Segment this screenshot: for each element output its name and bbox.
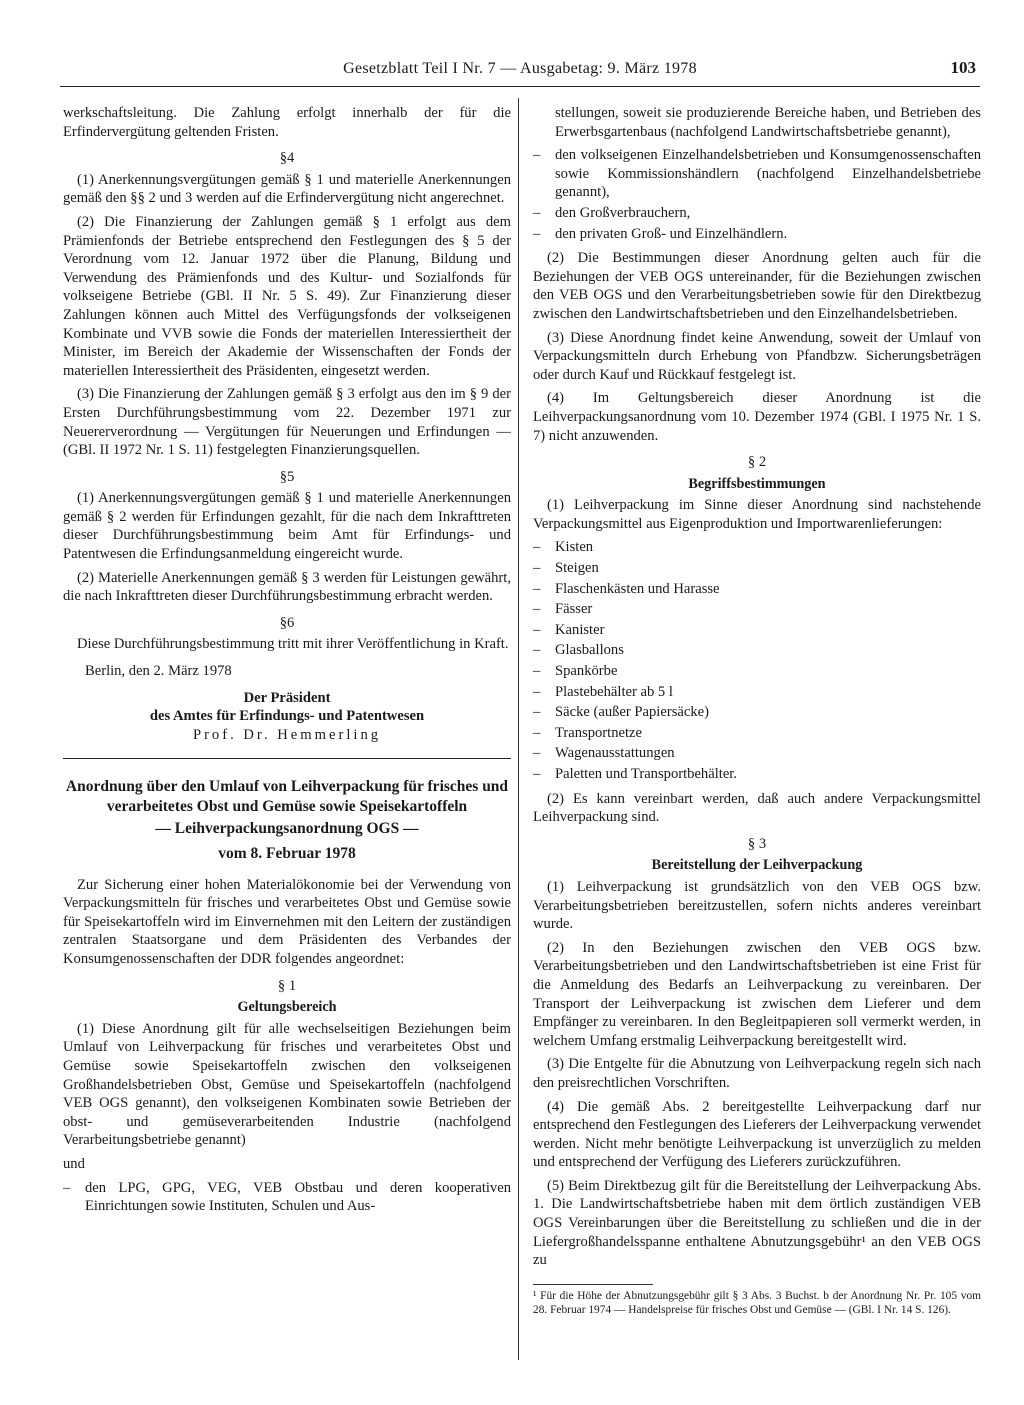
signature-name: Prof. Dr. Hemmerling [192,726,382,743]
dash-item-text: den volkseigenen Einzelhandelsbetrieben und Konsumgenossenschaften sowie Kommissionshändlern (nachfolgend Einzelhandelsbetriebe genannt), [555,147,981,201]
section-title-3: Bereitstellung der Leihverpackung [651,857,863,874]
preamble: Zur Sicherung einer hohen Materialökonomie bei der Verwendung von Verpackungsmitteln für frisches und verarbeitetes Obst und Gemüse sowie für Speisekartoffeln wird im Einvernehmen mit den Leitern der zuständigen zentralen Staatsorgane und dem Präsidenten des Verbandes der Konsumgenossenschaften der DDR folgendes angeordnet: [63,876,511,967]
list-item: – Steigen [533,559,981,578]
signature-block [63,689,511,745]
paragraph-2-2: (2) Es kann vereinbart werden, daß auch andere Verpackungsmittel Leihverpackung sind. [533,790,981,826]
dash-item: – den Großverbrauchern, [533,204,981,223]
left-column [63,104,511,1218]
paragraph-5-2: (2) Materielle Anerkennungen gemäß § 3 werden für Leistungen gewährt, die nach Inkrafttreten dieser Durchführungsbestimmung erbracht werden. [63,569,511,605]
paragraph-4-1: (1) Anerkennungsvergütungen gemäß § 1 und materielle Anerkennungen gemäß den §§ 2 und 3 werden auf die Erfindervergütung nicht angerechnet. [63,171,511,207]
section-heading-1: § 1 [277,977,297,994]
list-item-text: Glasballons [555,642,624,659]
dash-item: – den LPG, GPG, VEG, VEB Obstbau und deren kooperativen Einrichtungen sowie Instituten, Schulen und Aus- [63,1179,511,1215]
document-separator [63,758,511,759]
page-number: 103 [950,58,976,77]
signature-place-date: Berlin, den 2. März 1978 [85,663,232,680]
section-title-2: Begriffsbestimmungen [688,475,826,492]
dash-item: – den volkseigenen Einzelhandelsbetrieben und Konsumgenossenschaften sowie Kommissionshändlern (nachfolgend Einzelhandelsbetriebe genannt), [533,147,981,201]
paragraph-3-1: (1) Leihverpackung ist grundsätzlich von den VEB OGS bzw. Verarbeitungsbetrieben bereitzustellen, sofern nichts anderes vereinbart wurde. [533,878,981,933]
list-item: – Fässer [533,600,981,619]
dash-item-text: den LPG, GPG, VEG, VEB Obstbau und deren kooperativen Einrichtungen sowie Instituten, Schulen und Aus- [85,1179,511,1215]
list-item: – Paletten und Transportbehälter. [533,765,981,784]
list-item-text: Plastebehälter ab 5 l [555,683,673,700]
right-column [533,104,981,1317]
list-item: – Flaschenkästen und Harasse [533,580,981,599]
list-item: – Kisten [533,538,981,557]
paragraph-3-5: (5) Beim Direktbezug gilt für die Bereitstellung der Leihverpackung Abs. 1. Die Landwirtschaftsbetriebe haben mit dem örtlich zuständigen VEB OGS Vereinbarungen über die Bereitstellung zu schließen und die in der Liefergroßhandelsspanne enthaltene Abnutzungsgebühr¹ an den VEB OGS zu [533,1177,981,1269]
paragraph-1-und: und [63,1155,85,1172]
section-heading-6: §6 [279,614,295,631]
paragraph-4-2: (2) Die Finanzierung der Zahlungen gemäß § 1 erfolgt aus dem Prämienfonds der Betriebe entsprechend den Festlegungen des § 5 der Verordnung vom 12. Januar 1972 über die Planung, Bildung und Verwendung des Prämienfonds und des Kultur- und Sozialfonds für volkseigene Betriebe (GBl. II Nr. 5 S. 49). Zur Finanzierung dieser Zahlungen können auch Mittel des Verfügungsfonds der volkseigenen Kombinate und VVB sowie die Fonds der materiellen Interessiertheit der Minister, im Bereich der Akademie der Wissenschaften der Fonds der materiellen Interessiertheit des Präsidenten, eingesetzt werden. [63,213,511,379]
carryover-paragraph: werkschaftsleitung. Die Zahlung erfolgt innerhalb der für die Erfindervergütung geltenden Fristen. [63,105,511,140]
paragraph-4-3: (3) Die Finanzierung der Zahlungen gemäß § 3 erfolgt aus den im § 9 der Ersten Durchführungsbestimmung vom 22. Dezember 1971 zur Neuererverordnung — Vergütungen für Neuerungen und Erfindungen — (GBl. II 1972 Nr. 1 S. 11) festgelegten Finanzierungsquellen. [63,386,511,459]
list-item-text: Fässer [555,601,593,618]
paragraph-3-3: (3) Die Entgelte für die Abnutzung von Leihverpackung regeln sich nach den preisrechtlichen Vorschriften. [533,1056,981,1091]
list-item-text: Paletten und Transportbehälter. [555,766,737,782]
list-item-text: Säcke (außer Papiersäcke) [555,704,709,721]
page-header [60,60,980,87]
list-item-text: Spankörbe [555,663,618,680]
list-item: – Glasballons [533,641,981,660]
list-item-text: Flaschenkästen und Harasse [555,580,720,597]
section-title-1: Geltungsbereich [237,999,337,1016]
list-item-text: Steigen [555,560,599,577]
list-item-text: Kanister [555,621,605,638]
dash-item-text: den privaten Groß- und Einzelhändlern. [555,225,788,242]
footnote-rule [533,1284,653,1285]
ordinance-short-title: — Leihverpackungsanordnung OGS — [155,820,419,838]
column-divider [518,98,519,1360]
paragraph-1-4: (4) Im Geltungsbereich dieser Anordnung ist die Leihverpackungsanordnung vom 10. Dezember 1974 (GBl. I 1975 Nr. 1 S. 7) nicht anzuwenden. [533,390,981,444]
carryover-paragraph-right: stellungen, soweit sie produzierende Bereiche haben, und Betrieben des Erwerbsgartenbaus (nachfolgend Landwirtschaftsbetriebe genannt), [555,105,981,140]
list-item-text: Wagenausstattungen [555,745,675,762]
section-heading-4: §4 [279,150,295,167]
dash-item: – den privaten Groß- und Einzelhändlern. [533,225,981,244]
ordinance-date: vom 8. Februar 1978 [218,845,356,862]
running-head: Gesetzblatt Teil I Nr. 7 — Ausgabetag: 9. März 1978 [343,60,697,77]
paragraph-6-1: Diese Durchführungsbestimmung tritt mit ihrer Veröffentlichung in Kraft. [77,636,509,653]
paragraph-1-3: (3) Diese Anordnung findet keine Anwendung, soweit der Umlauf von Verpackungsmitteln durch Erhebung von Pfandbzw. Sicherungsbeträgen oder durch Kauf und Rückkauf festgelegt ist. [533,329,981,383]
signature-title-1: Der Präsident [243,689,331,706]
dash-item-text: den Großverbrauchern, [555,204,691,221]
list-item: – Spankörbe [533,662,981,681]
list-item-text: Transportnetze [555,724,643,741]
paragraph-1-1: (1) Diese Anordnung gilt für alle wechselseitigen Beziehungen beim Umlauf von Leihverpackung für frisches und verarbeitetes Obst und Gemüse sowie Speisekartoffeln zwischen den volkseigenen Großhandelsbetrieben Obst, Gemüse und Speisekartoffeln (nachfolgend VEB OGS genannt), den volkseigenen Kombinaten sowie Betrieben der obst- und gemüseverarbeitenden Industrie (nachfolgend Verarbeitungsbetriebe genannt) [63,1020,511,1149]
paragraph-1-2: (2) Die Bestimmungen dieser Anordnung gelten auch für die Beziehungen der VEB OGS untereinander, für die Beziehungen zwischen den VEB OGS und den Verarbeitungsbetrieben sowie für den Direktbezug zwischen den Landwirtschaftsbetrieben und den Einzelhandelsbetrieben. [533,250,981,322]
footnote: ¹ Für die Höhe der Abnutzungsgebühr gilt § 3 Abs. 3 Buchst. b der Anordnung Nr. Pr. 105 vom 28. Februar 1974 — Handelspreise für frisches Obst und Gemüse — (GBl. I Nr. 14 S. 126). [533,1289,981,1316]
signature-title-2: des Amtes für Erfindungs- und Patentwesen [149,708,425,725]
list-item: – Kanister [533,621,981,640]
section-heading-3: § 3 [747,835,767,852]
paragraph-5-1: (1) Anerkennungsvergütungen gemäß § 1 und materielle Anerkennungen gemäß § 2 werden für Erfindungen gezahlt, für die nach dem Inkrafttreten dieser Durchführungsbestimmung beim Amt für Erfindungs- und Patentwesen die Erfindungsanmeldung eingereicht wurde. [63,490,511,563]
ordinance-title: Anordnung über den Umlauf von Leihverpackung für frisches und verarbeitetes Obst und Gemüse sowie Speisekartoffeln [65,778,509,815]
paragraph-3-2: (2) In den Beziehungen zwischen den VEB OGS bzw. Verarbeitungsbetrieben und den Landwirtschaftsbetrieben ist eine Frist für die Anmeldung des Bedarfs an Leihverpackung zu vereinbaren. Der Transport der Leihverpackung ist zwischen dem Lieferer und dem Empfänger zu vereinbaren. In den Begleitpapieren soll vermerkt werden, in welchem Umfang erstmalig Leihverpackung bereitgestellt wird. [533,939,981,1049]
list-item: – Wagenausstattungen [533,744,981,763]
list-item-text: Kisten [555,539,594,556]
list-item: – Säcke (außer Papiersäcke) [533,703,981,722]
section-heading-5: §5 [279,468,295,485]
paragraph-3-4: (4) Die gemäß Abs. 2 bereitgestellte Leihverpackung darf nur entsprechend den Festlegungen des Lieferers der Leihverpackung verwendet werden. Nicht mehr benötigte Leihverpackung ist unverzüglich zu melden und entsprechend der Verfügung des Lieferers zurückzuführen. [533,1098,981,1171]
paragraph-2-1: (1) Leihverpackung im Sinne dieser Anordnung sind nachstehende Verpackungsmittel aus Eigenproduktion und Importwarenlieferungen: [533,497,981,532]
list-item: – Plastebehälter ab 5 l [533,683,981,702]
section-heading-2: § 2 [747,454,767,471]
list-item: – Transportnetze [533,724,981,743]
